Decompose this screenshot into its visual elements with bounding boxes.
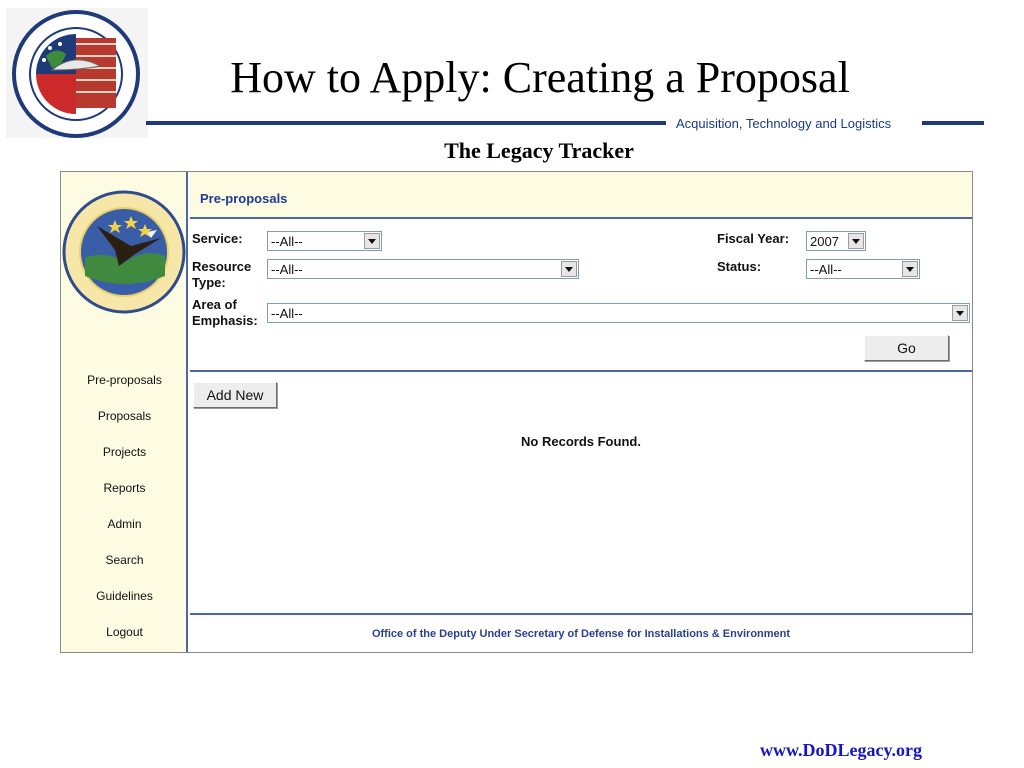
service-label: Service: bbox=[192, 231, 243, 246]
sidebar-item-admin[interactable]: Admin bbox=[107, 517, 142, 531]
area-label-line1: Area of bbox=[192, 297, 237, 312]
fiscal-year-select[interactable] bbox=[806, 231, 866, 251]
chevron-down-icon[interactable] bbox=[902, 261, 918, 277]
status-select-value: --All-- bbox=[810, 262, 842, 277]
sidebar-item-guidelines[interactable]: Guidelines bbox=[96, 589, 153, 603]
main-content bbox=[190, 172, 972, 652]
header-subtitle: Acquisition, Technology and Logistics bbox=[676, 116, 892, 131]
slide-subheading: The Legacy Tracker bbox=[444, 138, 634, 163]
status-label: Status: bbox=[717, 259, 762, 274]
area-label-line2: Emphasis: bbox=[192, 313, 258, 328]
slide-title: How to Apply: Creating a Proposal bbox=[230, 53, 850, 102]
header-rule bbox=[146, 121, 666, 125]
chevron-down-icon[interactable] bbox=[848, 233, 864, 249]
service-select-value: --All-- bbox=[271, 234, 303, 249]
resource-type-select-value: --All-- bbox=[271, 262, 303, 277]
chevron-down-icon[interactable] bbox=[561, 261, 577, 277]
site-url-link[interactable]: www.DoDLegacy.org bbox=[760, 740, 922, 760]
sidebar-item-search[interactable]: Search bbox=[105, 553, 144, 567]
fiscal-year-label: Fiscal Year: bbox=[717, 231, 790, 246]
header-rule-right bbox=[922, 121, 984, 125]
footer-text: Office of the Deputy Under Secretary of Defense for Installations & Environment bbox=[371, 628, 791, 640]
panel-title: Pre-proposals bbox=[190, 172, 972, 219]
sidebar-item-reports[interactable]: Reports bbox=[103, 481, 146, 495]
sidebar-item-pre-proposals[interactable]: Pre-proposals bbox=[87, 373, 162, 387]
chevron-down-icon[interactable] bbox=[364, 233, 380, 249]
area-select-value: --All-- bbox=[271, 306, 303, 321]
sidebar-item-logout[interactable]: Logout bbox=[106, 625, 143, 639]
legacy-program-seal-logo bbox=[61, 186, 188, 326]
footer-divider bbox=[190, 613, 972, 615]
sidebar-nav bbox=[61, 368, 188, 656]
legacy-tracker-window bbox=[60, 171, 973, 653]
area-of-emphasis-label bbox=[192, 297, 258, 329]
area-of-emphasis-select[interactable] bbox=[267, 303, 970, 323]
empty-state-message: No Records Found. bbox=[521, 434, 641, 449]
chevron-down-icon[interactable] bbox=[952, 305, 968, 321]
sidebar-item-proposals[interactable]: Proposals bbox=[97, 409, 152, 423]
status-select[interactable] bbox=[806, 259, 920, 279]
service-select[interactable] bbox=[267, 231, 382, 251]
go-button[interactable]: Go bbox=[864, 335, 949, 361]
resource-type-select[interactable] bbox=[267, 259, 579, 279]
resource-type-label-line2: Type: bbox=[192, 275, 226, 290]
sidebar-item-projects[interactable]: Projects bbox=[102, 445, 147, 459]
fiscal-year-select-value: 2007 bbox=[810, 234, 839, 249]
add-new-button[interactable]: Add New bbox=[193, 382, 277, 408]
sidebar bbox=[61, 172, 188, 652]
filter-divider bbox=[190, 370, 972, 372]
resource-type-label bbox=[192, 259, 251, 291]
resource-type-label-line1: Resource bbox=[192, 259, 252, 274]
dusd-seal-logo bbox=[6, 8, 148, 138]
